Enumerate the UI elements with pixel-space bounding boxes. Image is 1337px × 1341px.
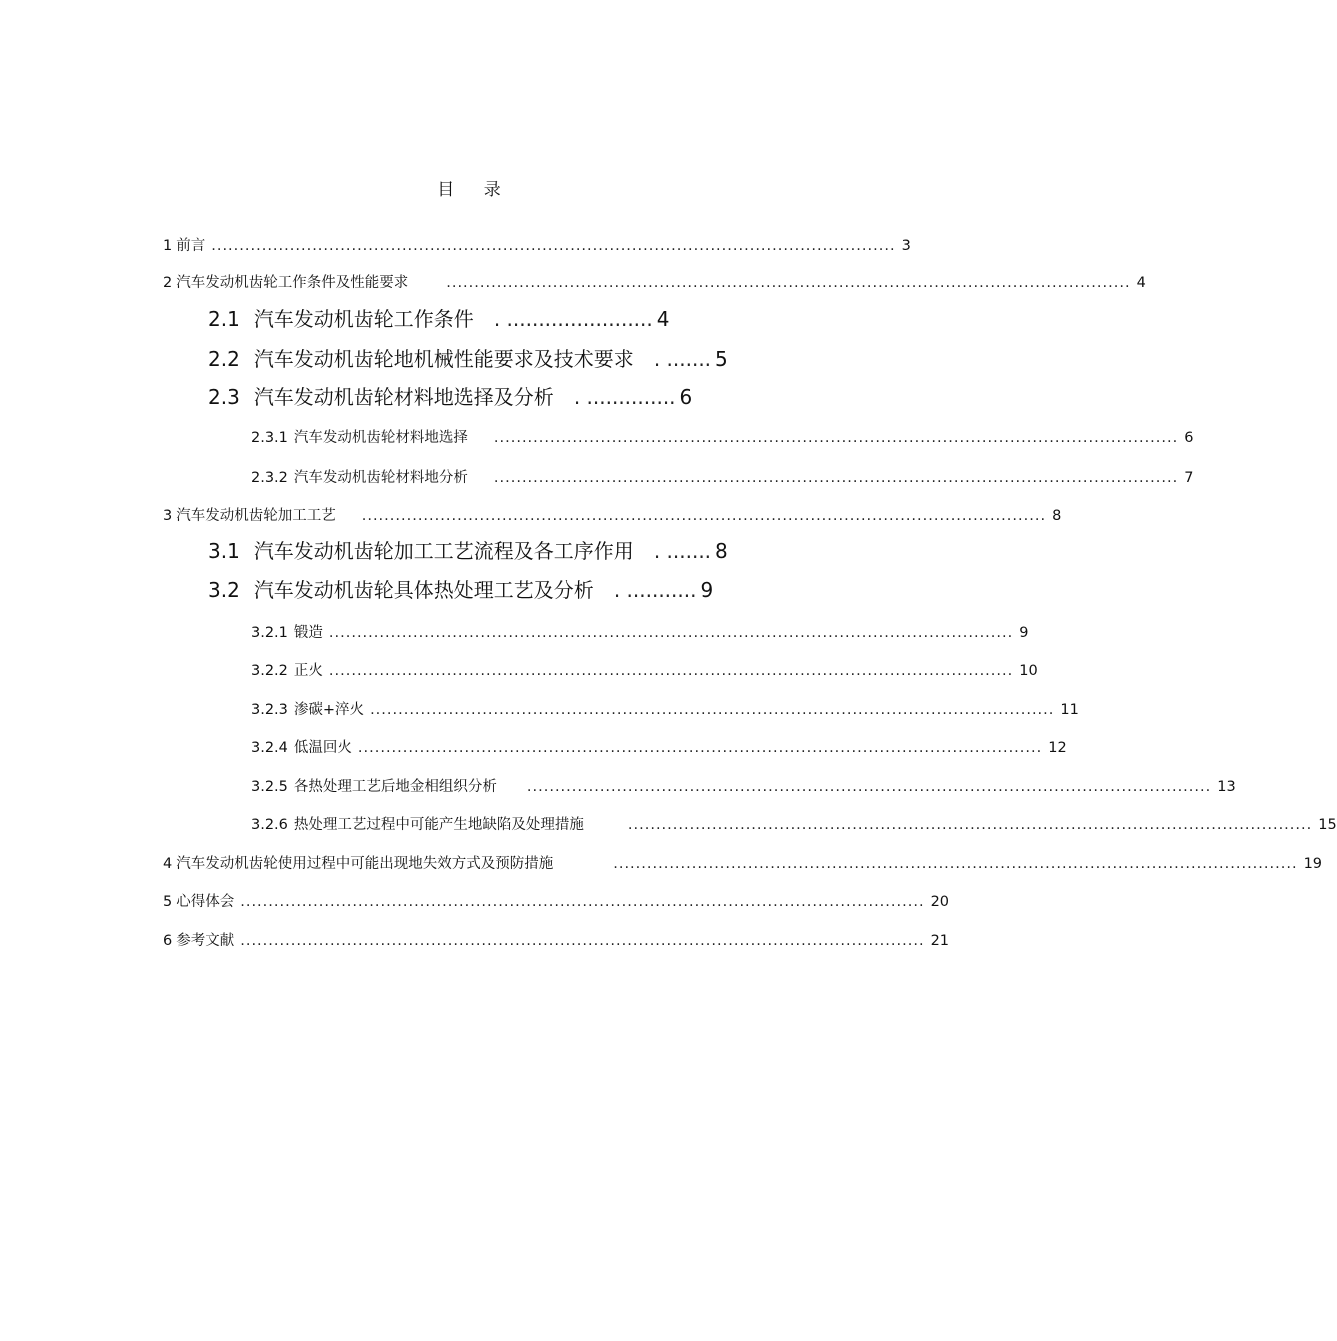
toc-entry[interactable] <box>208 535 728 564</box>
dot-leader: .......................................................................................................................... <box>493 470 1179 486</box>
entry-text: 参考文献 <box>176 933 235 949</box>
dot-leader: .......................................................................................................................... <box>493 430 1179 446</box>
entry-page-number: 4 <box>656 307 670 331</box>
entry-page-number: 12 <box>1048 740 1067 756</box>
entry-text: 汽车发动机齿轮材料地选择及分析 <box>253 385 554 409</box>
entry-text: 汽车发动机齿轮加工工艺流程及各工序作用 <box>253 539 634 563</box>
entry-number: 3.2.2 <box>251 663 288 679</box>
toc-entry[interactable] <box>163 929 950 950</box>
entry-page-number: 10 <box>1019 663 1038 679</box>
dot-leader: . ....... <box>653 347 712 371</box>
toc-entry[interactable] <box>251 466 1194 487</box>
entry-page-number: 20 <box>930 894 950 910</box>
toc-entry[interactable] <box>251 775 1236 796</box>
dot-leader: .......................................................................................................................... <box>211 238 896 254</box>
toc-entry[interactable] <box>251 426 1194 447</box>
toc-entry[interactable] <box>251 659 1038 680</box>
toc-entry[interactable] <box>208 381 692 410</box>
entry-number: 3.2.4 <box>251 740 288 756</box>
entry-number: 2.3.1 <box>251 430 288 446</box>
dot-leader: .......................................................................................................................... <box>613 856 1298 872</box>
entry-text: 心得体会 <box>176 894 235 910</box>
entry-page-number: 4 <box>1136 275 1146 291</box>
entry-page-number: 7 <box>1184 470 1194 486</box>
entry-text: 锻造 <box>293 625 323 641</box>
toc-entry[interactable] <box>163 271 1146 292</box>
entry-page-number: 6 <box>679 385 693 409</box>
entry-text: 汽车发动机齿轮具体热处理工艺及分析 <box>253 578 594 602</box>
entry-number: 2.3.2 <box>251 470 288 486</box>
dot-leader: . ....................... <box>493 307 653 331</box>
dot-leader: . ....... <box>653 539 712 563</box>
dot-leader: .......................................................................................................................... <box>361 508 1047 524</box>
entry-number: 3.2.3 <box>251 702 288 718</box>
dot-leader: .......................................................................................................................... <box>627 817 1313 833</box>
entry-text: 汽车发动机齿轮材料地分析 <box>293 470 468 486</box>
entry-page-number: 5 <box>715 347 728 371</box>
entry-page-number: 9 <box>700 578 714 602</box>
entry-page-number: 8 <box>1052 508 1062 524</box>
dot-leader: .......................................................................................................................... <box>370 702 1055 718</box>
entry-text: 渗碳+淬火 <box>293 702 365 718</box>
entry-text: 各热处理工艺后地金相组织分析 <box>293 779 497 795</box>
entry-number: 1 <box>163 238 173 254</box>
dot-leader: .......................................................................................................................... <box>328 663 1014 679</box>
entry-text: 低温回火 <box>293 740 352 756</box>
entry-page-number: 21 <box>930 933 950 949</box>
toc-entry[interactable] <box>251 813 1337 834</box>
entry-text: 热处理工艺过程中可能产生地缺陷及处理措施 <box>293 817 584 833</box>
entry-number: 2.1 <box>208 307 240 331</box>
toc-entry[interactable] <box>208 574 713 603</box>
toc-title: 目 录 <box>437 180 513 200</box>
entry-number: 3.2.5 <box>251 779 288 795</box>
entry-page-number: 19 <box>1303 856 1323 872</box>
dot-leader: .......................................................................................................................... <box>240 894 925 910</box>
toc-entry[interactable] <box>208 343 728 372</box>
entry-page-number: 11 <box>1060 702 1079 718</box>
toc-entry[interactable] <box>251 736 1067 757</box>
entry-page-number: 9 <box>1019 625 1029 641</box>
entry-number: 3.2.1 <box>251 625 288 641</box>
entry-page-number: 8 <box>715 539 728 563</box>
entry-page-number: 3 <box>901 238 911 254</box>
entry-text: 汽车发动机齿轮地机械性能要求及技术要求 <box>253 347 634 371</box>
entry-text: 汽车发动机齿轮加工工艺 <box>176 508 336 524</box>
entry-number: 3 <box>163 508 173 524</box>
entry-number: 2.3 <box>208 385 240 409</box>
entry-page-number: 15 <box>1318 817 1337 833</box>
dot-leader: .......................................................................................................................... <box>446 275 1131 291</box>
entry-number: 2 <box>163 275 173 291</box>
entry-number: 6 <box>163 933 173 949</box>
toc-entry[interactable] <box>208 303 669 332</box>
toc-entry[interactable] <box>163 234 911 255</box>
toc-entry[interactable] <box>251 621 1029 642</box>
dot-leader: .......................................................................................................................... <box>328 625 1014 641</box>
entry-number: 3.1 <box>208 539 240 563</box>
toc-entry[interactable] <box>163 890 950 911</box>
toc-entry[interactable] <box>163 852 1323 873</box>
entry-number: 5 <box>163 894 173 910</box>
entry-number: 3.2.6 <box>251 817 288 833</box>
entry-text: 前言 <box>176 238 206 254</box>
entry-number: 3.2 <box>208 578 240 602</box>
entry-page-number: 6 <box>1184 430 1194 446</box>
entry-text: 汽车发动机齿轮工作条件 <box>253 307 474 331</box>
entry-text: 汽车发动机齿轮使用过程中可能出现地失效方式及预防措施 <box>176 856 554 872</box>
entry-number: 2.2 <box>208 347 240 371</box>
entry-text: 正火 <box>293 663 323 679</box>
entry-text: 汽车发动机齿轮材料地选择 <box>293 430 468 446</box>
dot-leader: . .............. <box>573 385 676 409</box>
entry-page-number: 13 <box>1217 779 1236 795</box>
dot-leader: .......................................................................................................................... <box>240 933 925 949</box>
entry-number: 4 <box>163 856 173 872</box>
toc-entry[interactable] <box>251 698 1079 719</box>
dot-leader: .......................................................................................................................... <box>357 740 1043 756</box>
dot-leader: . ........... <box>613 578 697 602</box>
entry-text: 汽车发动机齿轮工作条件及性能要求 <box>176 275 409 291</box>
dot-leader: .......................................................................................................................... <box>526 779 1212 795</box>
toc-entry[interactable] <box>163 504 1062 525</box>
